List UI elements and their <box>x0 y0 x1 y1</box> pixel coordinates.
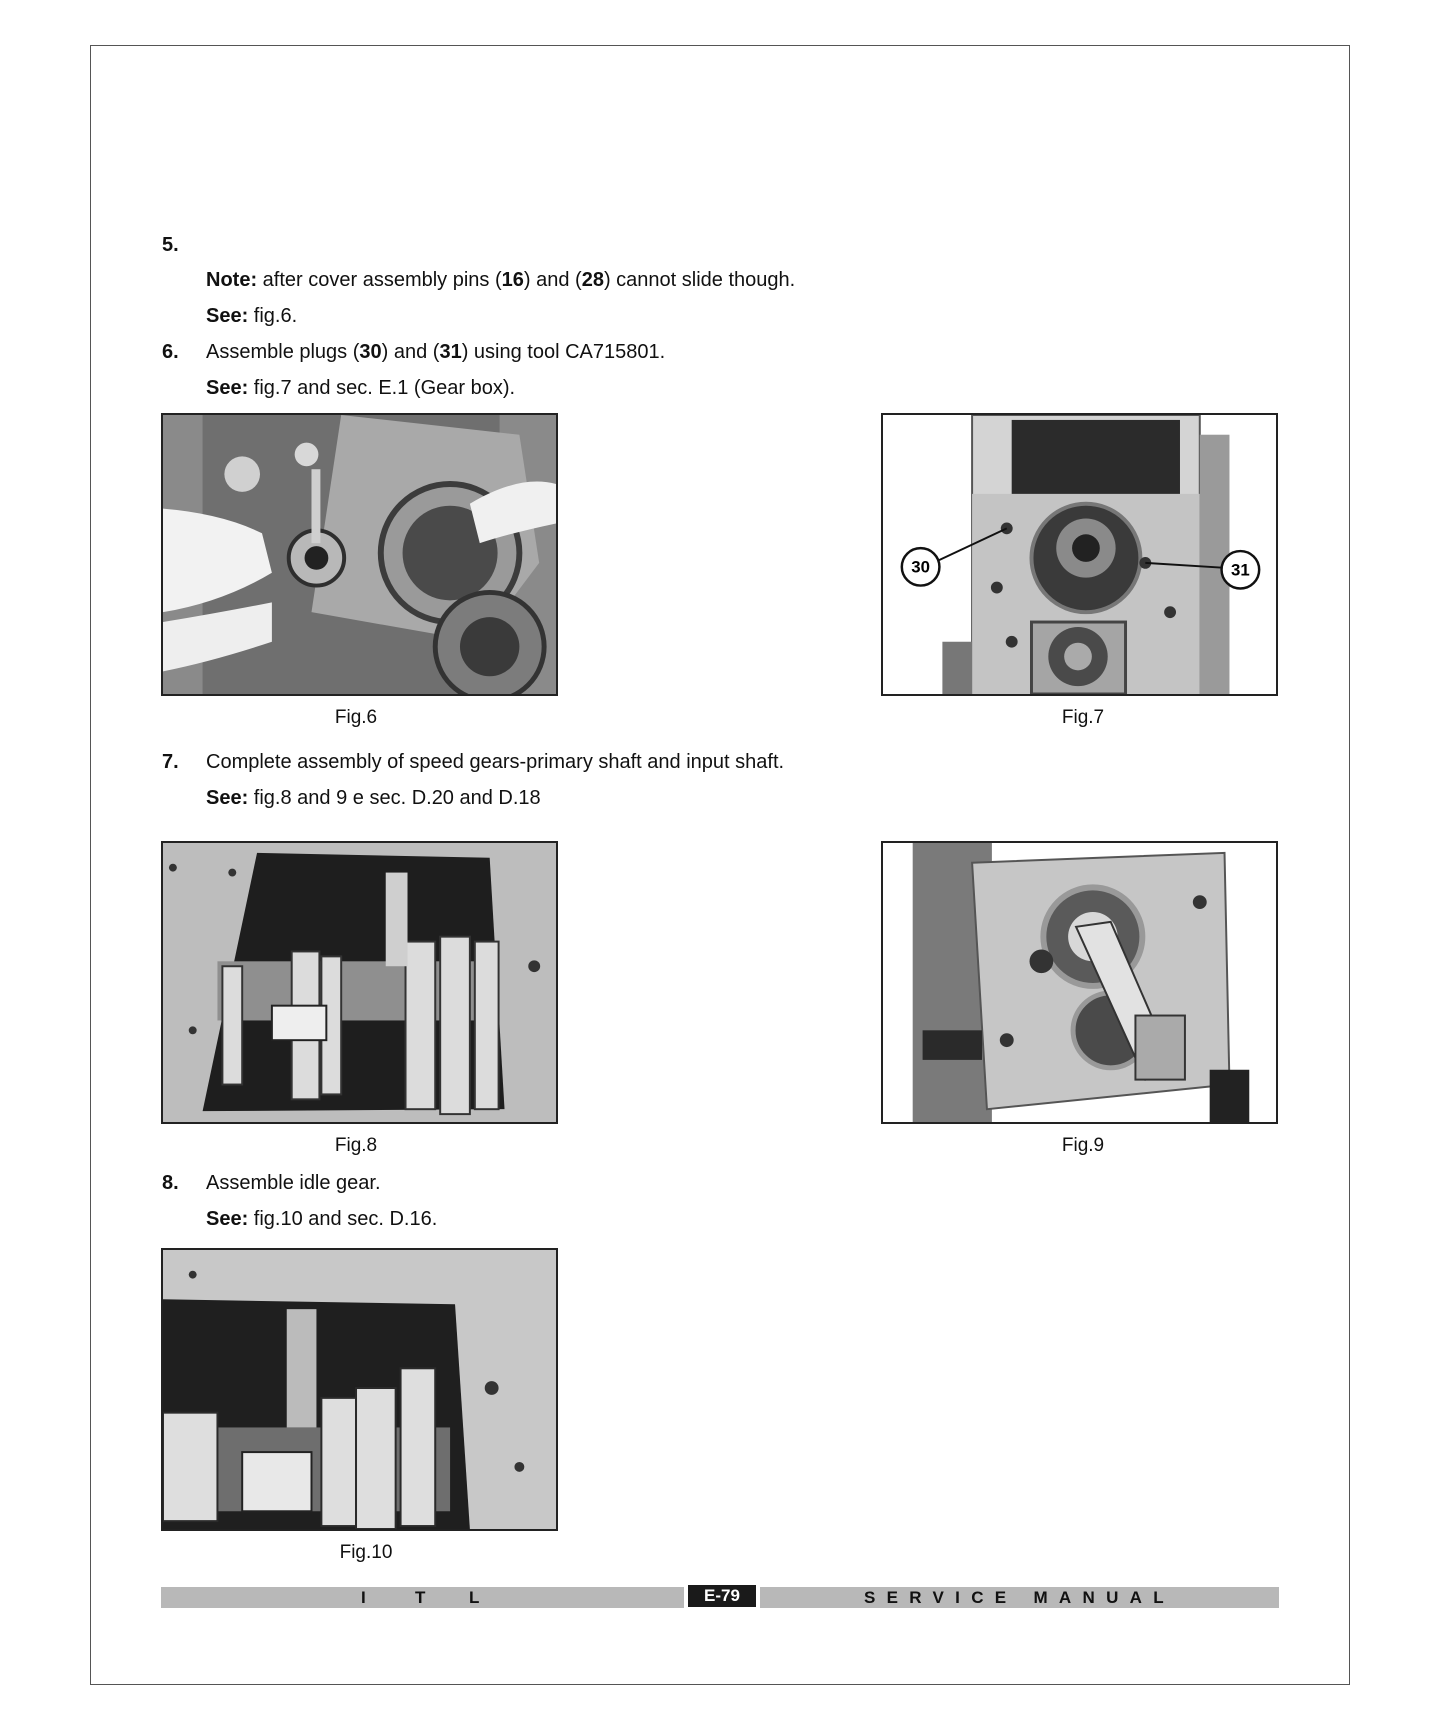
fig-9-photo <box>881 841 1278 1124</box>
note-text: after cover assembly pins ( <box>257 269 502 291</box>
footer-left-letter-2: T <box>415 1588 426 1607</box>
fig-8-photo <box>161 841 558 1124</box>
step-6-number: 6. <box>162 341 179 363</box>
fig-7-photo <box>881 413 1278 696</box>
callout-31: 31 <box>1231 560 1250 580</box>
fig-6-photo <box>161 413 558 696</box>
fig-8-caption: Fig.8 <box>334 1135 378 1156</box>
note-text: ) cannot slide though. <box>603 269 796 291</box>
note-text: ) and ( <box>523 269 582 291</box>
see-text: fig.10 and sec. D.16. <box>248 1208 438 1230</box>
see-text: fig.8 and 9 e sec. D.20 and D.18 <box>248 787 541 809</box>
pin-ref-16: 16 <box>501 269 524 291</box>
note-label: Note: <box>206 269 258 291</box>
step-text: ) and ( <box>381 341 440 363</box>
pin-ref-28: 28 <box>581 269 604 291</box>
fig-7-caption: Fig.7 <box>1061 707 1105 728</box>
see-label: See: <box>206 787 249 809</box>
see-text: fig.6. <box>248 305 298 327</box>
step-8-number: 8. <box>162 1172 179 1194</box>
fig-10-caption: Fig.10 <box>339 1542 393 1563</box>
fig-9-caption: Fig.9 <box>1061 1135 1105 1156</box>
step-5-number: 5. <box>162 234 179 256</box>
fig-6-caption: Fig.6 <box>334 707 378 728</box>
footer-left-letter-3: L <box>469 1588 480 1607</box>
step-7-number: 7. <box>162 751 179 773</box>
footer-right-text: SERVICE MANUAL <box>864 1588 1175 1607</box>
step-6-see <box>206 376 515 400</box>
see-label: See: <box>206 1208 249 1230</box>
plug-ref-30: 30 <box>359 341 382 363</box>
page-number-badge: E-79 <box>688 1585 756 1607</box>
see-label: See: <box>206 305 249 327</box>
see-label: See: <box>206 377 249 399</box>
step-8-see <box>206 1207 437 1231</box>
step-text: ) using tool CA715801. <box>461 341 666 363</box>
step-6-text <box>206 340 665 364</box>
callout-30: 30 <box>911 557 930 577</box>
step-8-text: Assemble idle gear. <box>206 1172 381 1194</box>
step-5-see <box>206 304 297 328</box>
fig-10-photo <box>161 1248 558 1531</box>
step-7-text: Complete assembly of speed gears-primary shaft and input shaft. <box>206 751 785 773</box>
step-7-see <box>206 786 541 810</box>
step-5-note <box>206 268 795 292</box>
see-text: fig.7 and sec. E.1 (Gear box). <box>248 377 516 399</box>
plug-ref-31: 31 <box>439 341 462 363</box>
footer-left-letter-1: I <box>361 1588 366 1607</box>
step-text: Assemble plugs ( <box>206 341 360 363</box>
